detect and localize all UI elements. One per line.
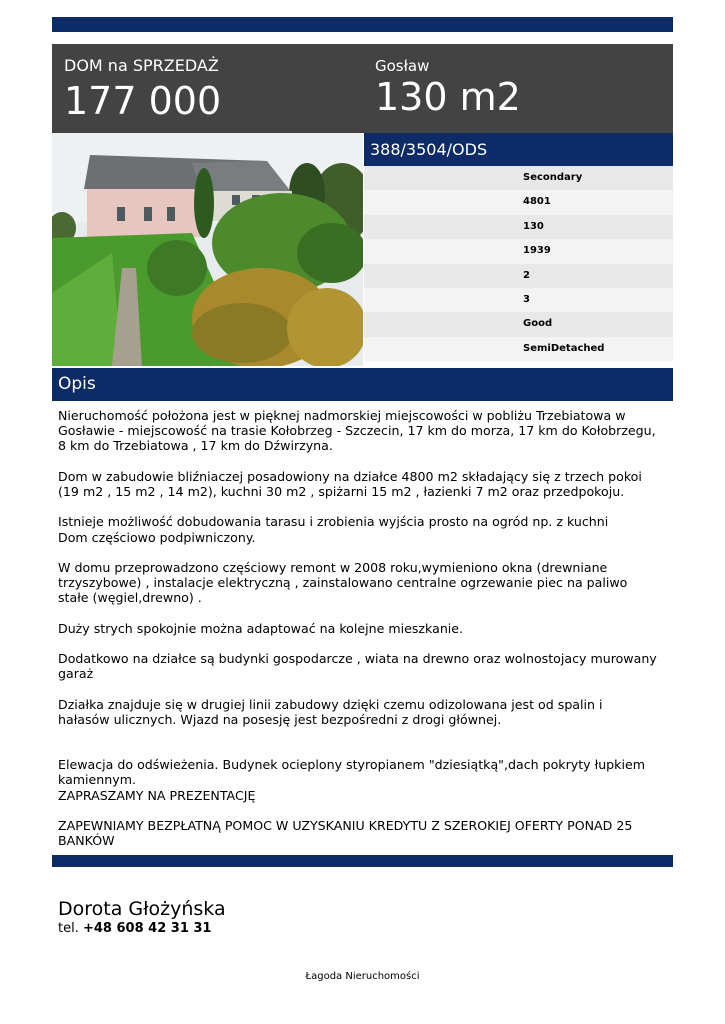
spec-row: Secondary: [364, 166, 673, 190]
agent-phone-line: [58, 920, 226, 938]
spec-row: 1939: [364, 239, 673, 263]
description-heading: Opis: [52, 368, 673, 401]
description-paragraph: Dom w zabudowie bliźniaczej posadowiony na działce 4800 m2 składający się z trzech pokoi (19 m2 , 15 m2 , 14 m2), kuchni 30 m2 , spiżarni 15 m2 , łazienki 7 m2 oraz przedpokoju.: [58, 468, 642, 499]
description-paragraph: Dom częściowo podpiwniczony.: [58, 529, 256, 545]
spec-row: SemiDetached: [364, 337, 673, 361]
description-paragraph: Istnieje możliwość dobudowania tarasu i zrobienia wyjścia prosto na ogród np. z kuchni: [58, 514, 609, 530]
reference-number: 388/3504/ODS: [364, 133, 673, 166]
spec-row: 4801: [364, 190, 673, 214]
phone-label: tel.: [58, 921, 79, 936]
spec-row: 3: [364, 288, 673, 312]
description-paragraph: Duży strych spokojnie można adaptować na kolejne mieszkanie.: [58, 620, 464, 636]
listing-header: [52, 44, 673, 133]
description-paragraph: W domu przeprowadzono częściowy remont w 2008 roku,wymieniono okna (drewniane trzyszybowe) , instalacje elektryczną , zainstalowano centralne ogrzewanie piec na paliwo stałe (węgiel,drewno) .: [58, 559, 628, 606]
spec-row: 2: [364, 264, 673, 288]
header-right: [375, 56, 521, 118]
top-accent-bar: [52, 17, 673, 32]
spec-table: [364, 166, 673, 361]
property-type: DOM na SPRZEDAŻ: [64, 56, 219, 75]
agency-name: Łagoda Nieruchomości: [305, 971, 420, 982]
description-body: [58, 408, 658, 848]
spec-row: 130: [364, 215, 673, 239]
bottom-accent-bar: [52, 855, 673, 867]
spec-row: Good: [364, 312, 673, 336]
area: 130 m2: [375, 75, 521, 119]
property-photo: [52, 133, 363, 366]
description-paragraph: ZAPRASZAMY NA PREZENTACJĘ: [58, 787, 256, 803]
agent-name: Dorota Głożyńska: [58, 898, 226, 920]
phone-number[interactable]: +48 608 42 31 31: [82, 921, 212, 936]
header-left: [64, 56, 221, 122]
agent-contact: [58, 898, 226, 938]
description-paragraph: ZAPEWNIAMY BEZPŁATNĄ POMOC W UZYSKANIU KREDYTU Z SZEROKIEJ OFERTY PONAD 25 BANKÓW: [58, 817, 633, 849]
description-paragraph: Elewacja do odświeżenia. Budynek ocieplony styropianem "dziesiątką",dach pokryty łupkiem kamiennym.: [58, 757, 645, 788]
location: Gosław: [375, 57, 430, 75]
price: 177 000: [64, 79, 222, 123]
description-paragraph: Dodatkowo na działce są budynki gospodarcze , wiata na drewno oraz wolnostojacy murowany garaż: [58, 651, 657, 682]
description-paragraph: Działka znajduje się w drugiej linii zabudowy dzięki czemu odizolowana jest od spalin i hałasów ulicznych. Wjazd na posesję jest bezpośredni z drogi głównej.: [58, 696, 603, 727]
description-paragraph: Nieruchomość położona jest w pięknej nadmorskiej miejscowości w pobliżu Trzebiatowa w Gosławie - miejscowość na trasie Kołobrzeg - Szczecin, 17 km do morza, 17 km do Kołobrzegu, 8 km do Trzebiatowa , 17 km do Dźwirzyna.: [58, 408, 656, 454]
